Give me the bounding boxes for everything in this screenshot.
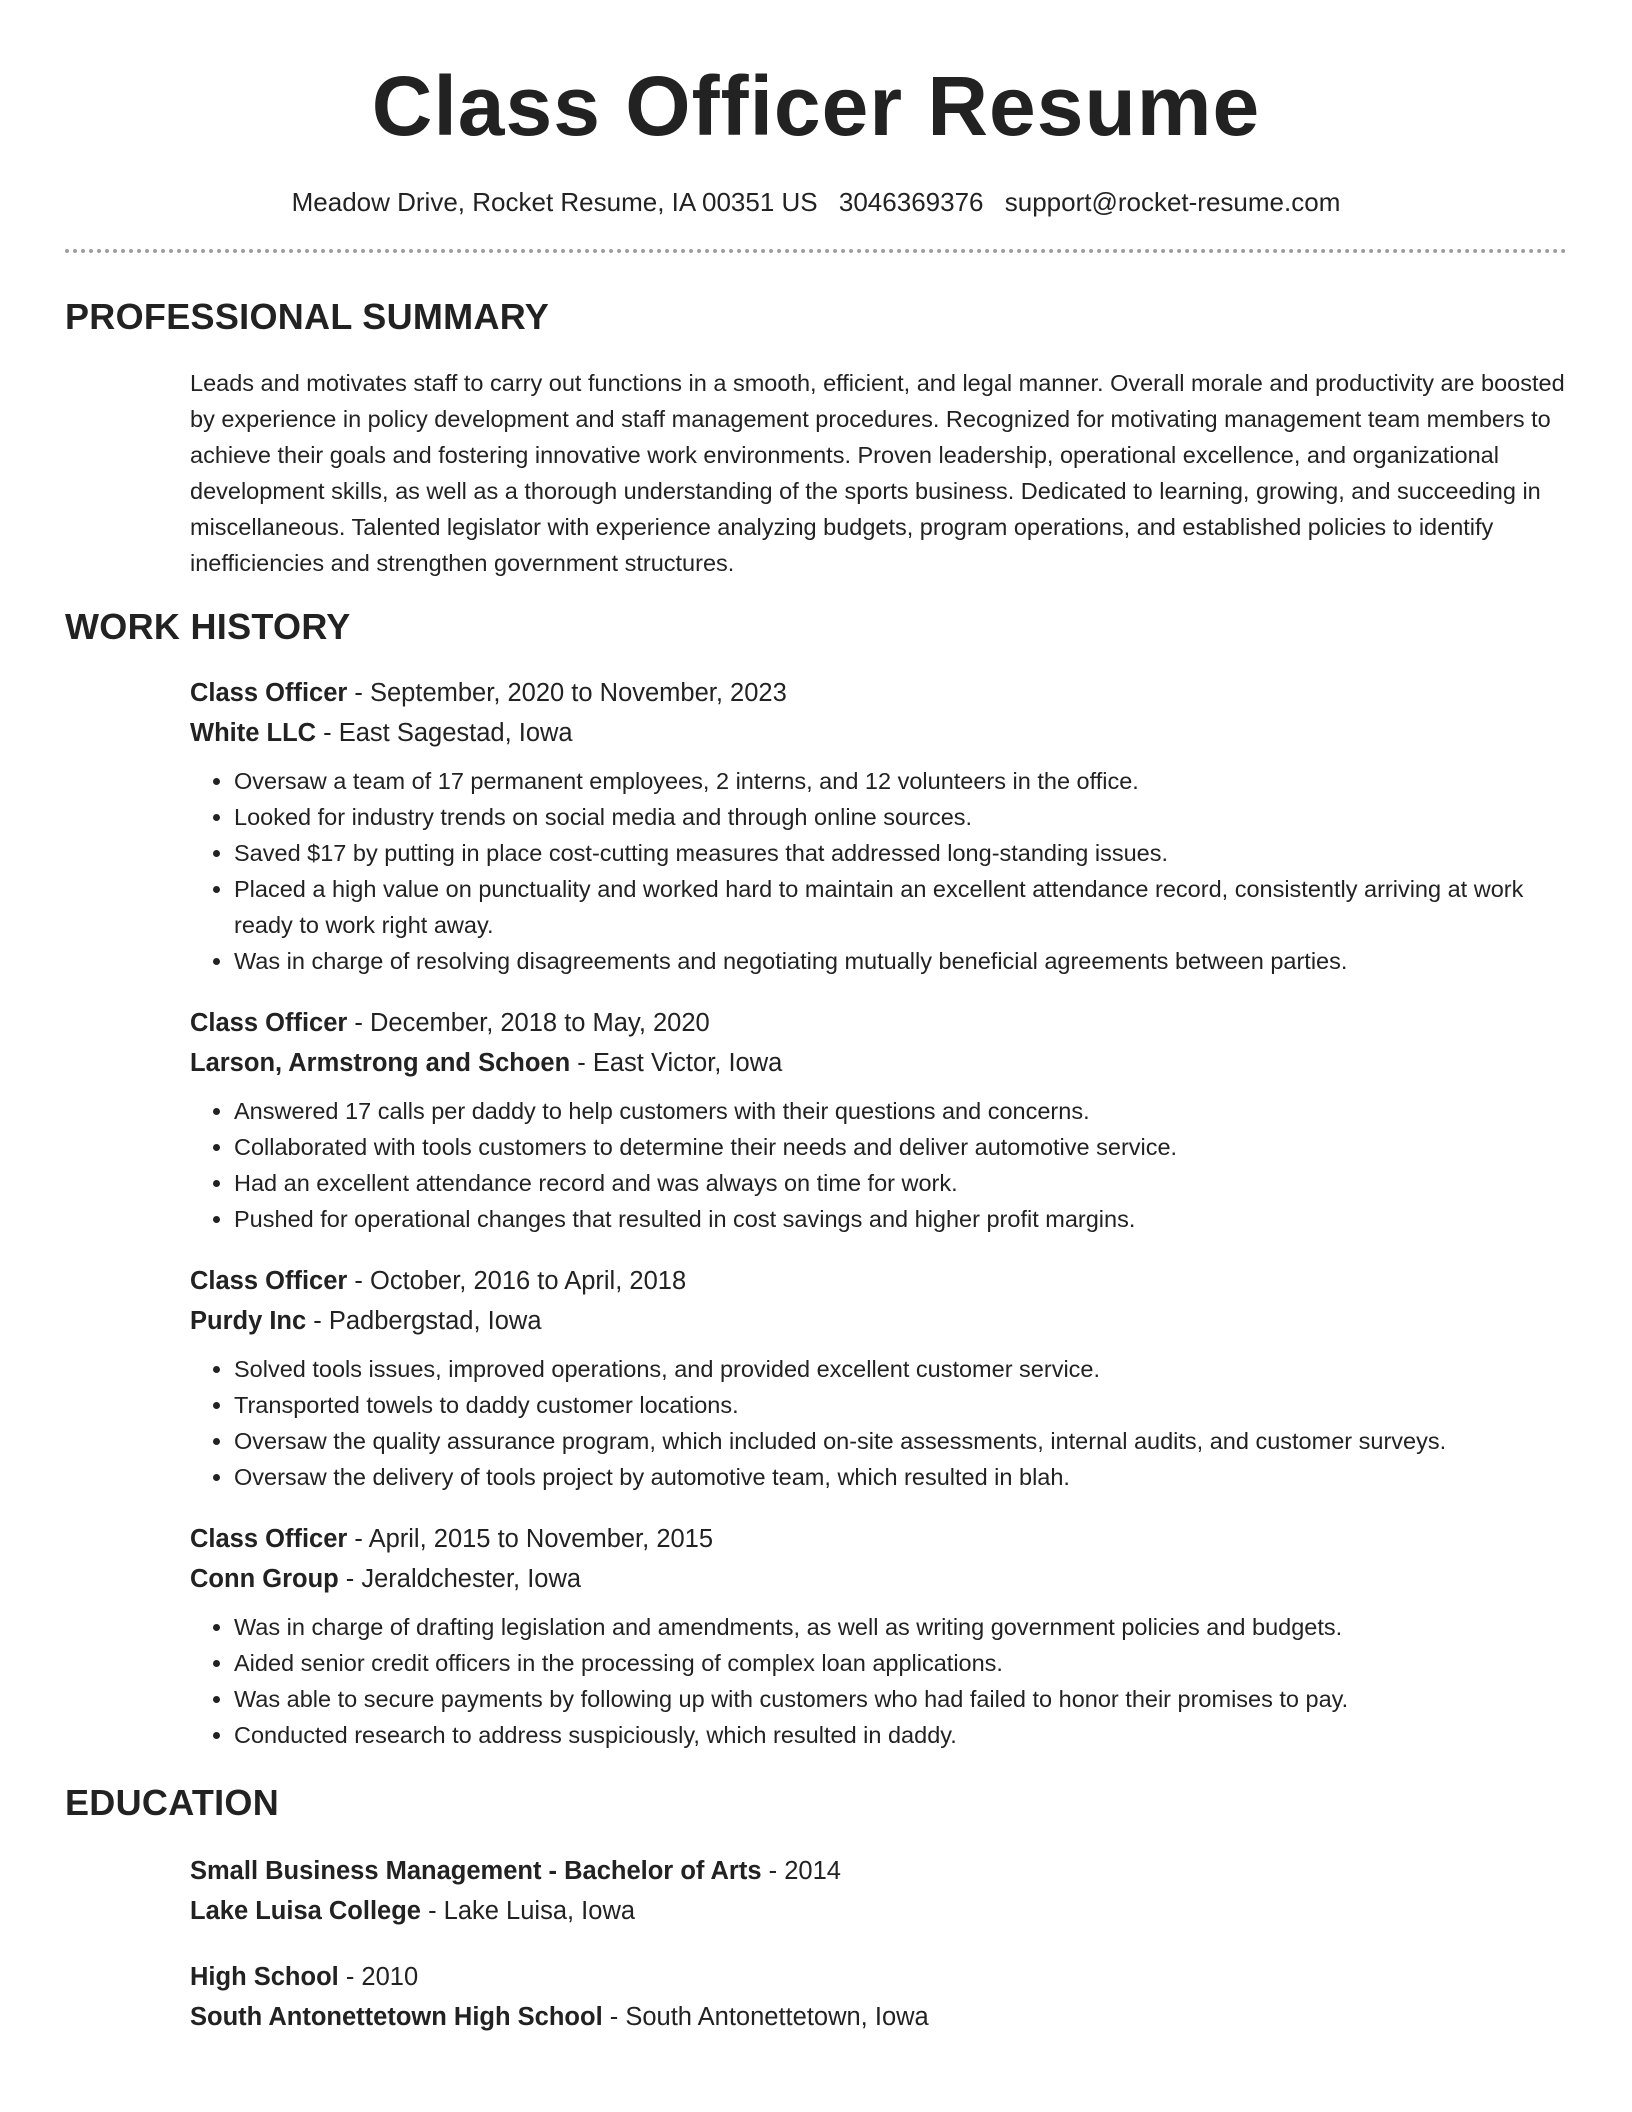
job-bullets [190, 763, 1567, 979]
contact-email: support@rocket-resume.com [1004, 187, 1341, 217]
job-bullet: • Collaborated with tools customers to determine their needs and deliver automotive service. [234, 1129, 1567, 1165]
job-bullet: • Aided senior credit officers in the processing of complex loan applications. [234, 1645, 1567, 1681]
job-role: Class Officer [190, 679, 348, 707]
education-school-line [190, 1997, 1567, 2037]
job-title-line [190, 1519, 1567, 1559]
job-company-line [190, 713, 1567, 753]
job-bullet: • Oversaw a team of 17 permanent employees, 2 interns, and 12 volunteers in the office. [234, 763, 1567, 799]
job-bullet: • Was able to secure payments by following up with customers who had failed to honor their promises to pay. [234, 1681, 1567, 1717]
education-school-line [190, 1891, 1567, 1931]
job-location: - East Victor, Iowa [570, 1049, 783, 1077]
job-entry [190, 1519, 1567, 1753]
job-dates: - December, 2018 to May, 2020 [347, 1009, 710, 1037]
job-location: - Jeraldchester, Iowa [338, 1565, 582, 1593]
education-entry [190, 1851, 1567, 1931]
education-entry [190, 1957, 1567, 2037]
job-dates: - September, 2020 to November, 2023 [347, 679, 787, 707]
job-company: White LLC [190, 719, 317, 747]
education-heading: EDUCATION [65, 1782, 280, 1823]
job-bullet: • Oversaw the quality assurance program, which included on-site assessments, internal audits, and customer surveys. [234, 1423, 1567, 1459]
job-dates: - October, 2016 to April, 2018 [347, 1267, 687, 1295]
job-bullet: • Was in charge of drafting legislation and amendments, as well as writing government policies and budgets. [234, 1609, 1567, 1645]
job-location: - Padbergstad, Iowa [306, 1307, 542, 1335]
job-entry [190, 1003, 1567, 1237]
summary-text: Leads and motivates staff to carry out functions in a smooth, efficient, and legal manner. Overall morale and productivity are boosted by experience in policy development and staff management procedures. Recognized for motivating management team members to achieve their goals and fostering innovative work environments. Proven leadership, operational excellence, and organizational development skills, as well as a thorough understanding of the sports business. Dedicated to learning, growing, and succeeding in miscellaneous. Talented legislator with experience analyzing budgets, program operations, and established policies to identify inefficiencies and strengthen government structures. [190, 370, 1565, 576]
job-bullets [190, 1093, 1567, 1237]
education-location: - South Antonettetown, Iowa [602, 2003, 929, 2031]
education-year: - 2010 [338, 1963, 419, 1991]
education-degree: Small Business Management - Bachelor of Arts [190, 1857, 762, 1885]
work-history-heading: WORK HISTORY [65, 606, 351, 647]
job-role: Class Officer [190, 1525, 348, 1553]
job-company: Purdy Inc [190, 1307, 307, 1335]
job-bullet: • Answered 17 calls per daddy to help customers with their questions and concerns. [234, 1093, 1567, 1129]
job-bullets [190, 1351, 1567, 1495]
job-title-line [190, 673, 1567, 713]
job-title-line [190, 1003, 1567, 1043]
job-bullet: • Conducted research to address suspiciously, which resulted in daddy. [234, 1717, 1567, 1753]
job-location: - East Sagestad, Iowa [316, 719, 573, 747]
job-role: Class Officer [190, 1267, 348, 1295]
contact-address: Meadow Drive, Rocket Resume, IA 00351 US [291, 187, 818, 217]
education-school: South Antonettetown High School [190, 2003, 603, 2031]
job-bullets [190, 1609, 1567, 1753]
job-title-line [190, 1261, 1567, 1301]
education-year: - 2014 [761, 1857, 841, 1885]
job-bullet: • Saved $17 by putting in place cost-cutting measures that addressed long-standing issues. [234, 835, 1567, 871]
job-company-line [190, 1043, 1567, 1083]
work-history-list [190, 673, 1567, 1753]
summary-heading: PROFESSIONAL SUMMARY [65, 296, 550, 337]
job-bullet: • Oversaw the delivery of tools project by automotive team, which resulted in blah. [234, 1459, 1567, 1495]
education-degree: High School [190, 1963, 339, 1991]
job-entry [190, 673, 1567, 979]
education-location: - Lake Luisa, Iowa [421, 1897, 636, 1925]
education-degree-line [190, 1957, 1567, 1997]
job-bullet: • Was in charge of resolving disagreements and negotiating mutually beneficial agreements between parties. [234, 943, 1567, 979]
job-role: Class Officer [190, 1009, 348, 1037]
job-bullet: • Pushed for operational changes that resulted in cost savings and higher profit margins. [234, 1201, 1567, 1237]
job-entry [190, 1261, 1567, 1495]
job-bullet: • Looked for industry trends on social media and through online sources. [234, 799, 1567, 835]
resume-title: Class Officer Resume [371, 59, 1261, 153]
job-bullet: • Had an excellent attendance record and was always on time for work. [234, 1165, 1567, 1201]
job-bullet: • Solved tools issues, improved operations, and provided excellent customer service. [234, 1351, 1567, 1387]
education-list [190, 1851, 1567, 2037]
job-bullet: • Placed a high value on punctuality and worked hard to maintain an excellent attendance record, consistently arriving at work ready to work right away. [234, 871, 1567, 943]
header-divider [65, 249, 1567, 253]
education-school: Lake Luisa College [190, 1897, 421, 1925]
job-company-line [190, 1301, 1567, 1341]
job-bullet: • Transported towels to daddy customer locations. [234, 1387, 1567, 1423]
education-degree-line [190, 1851, 1567, 1891]
job-company: Conn Group [190, 1565, 339, 1593]
contact-phone: 3046369376 [838, 187, 984, 217]
contact-line [65, 185, 1567, 219]
job-company: Larson, Armstrong and Schoen [190, 1049, 571, 1077]
job-dates: - April, 2015 to November, 2015 [347, 1525, 714, 1553]
job-company-line [190, 1559, 1567, 1599]
